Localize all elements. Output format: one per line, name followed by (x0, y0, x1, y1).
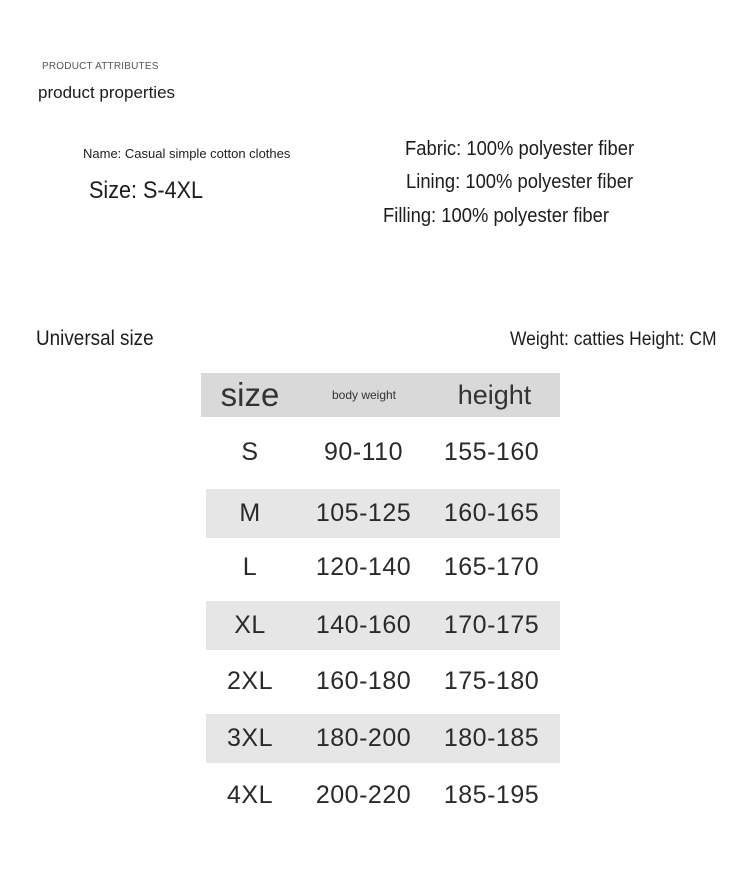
size-chart-units: Weight: catties Height: CM (510, 329, 717, 350)
height-cell: 175-180 (443, 667, 540, 695)
weight-cell: 200-220 (315, 781, 412, 809)
height-cell: 170-175 (443, 611, 540, 639)
table-row (206, 601, 560, 650)
weight-cell: 90-110 (324, 438, 403, 466)
product-name: Name: Casual simple cotton clothes (83, 146, 291, 161)
weight-cell: 120-140 (315, 553, 412, 581)
column-header-height: height (457, 379, 532, 410)
height-cell: 185-195 (443, 781, 540, 809)
weight-cell: 105-125 (315, 499, 412, 527)
table-row (206, 657, 560, 706)
height-cell: 155-160 (443, 438, 540, 466)
weight-cell: 180-200 (315, 724, 412, 752)
weight-cell: 140-160 (315, 611, 412, 639)
section-kicker: PRODUCT ATTRIBUTES (42, 61, 159, 72)
height-cell: 180-185 (443, 724, 540, 752)
size-cell: S (241, 438, 259, 466)
size-cell: XL (234, 611, 266, 639)
table-row (206, 428, 560, 477)
table-row (206, 714, 560, 763)
product-size-range: Size: S-4XL (89, 177, 204, 204)
size-cell: 3XL (227, 724, 273, 752)
table-row (206, 543, 560, 592)
fabric-attribute: Fabric: 100% polyester fiber (405, 138, 635, 160)
height-cell: 160-165 (443, 499, 540, 527)
height-cell: 165-170 (443, 553, 540, 581)
weight-cell: 160-180 (315, 667, 412, 695)
size-cell: 2XL (227, 667, 273, 695)
table-row (206, 489, 560, 538)
size-cell: L (242, 553, 258, 581)
column-header-body-weight: body weight (331, 388, 397, 402)
table-row (206, 771, 560, 820)
size-cell: M (239, 499, 261, 527)
lining-attribute: Lining: 100% polyester fiber (406, 171, 634, 193)
section-title: product properties (38, 83, 176, 102)
column-header-size: size (220, 376, 280, 413)
size-table-header (201, 373, 560, 417)
filling-attribute: Filling: 100% polyester fiber (383, 205, 610, 227)
size-chart-title: Universal size (36, 327, 154, 350)
size-cell: 4XL (227, 781, 273, 809)
